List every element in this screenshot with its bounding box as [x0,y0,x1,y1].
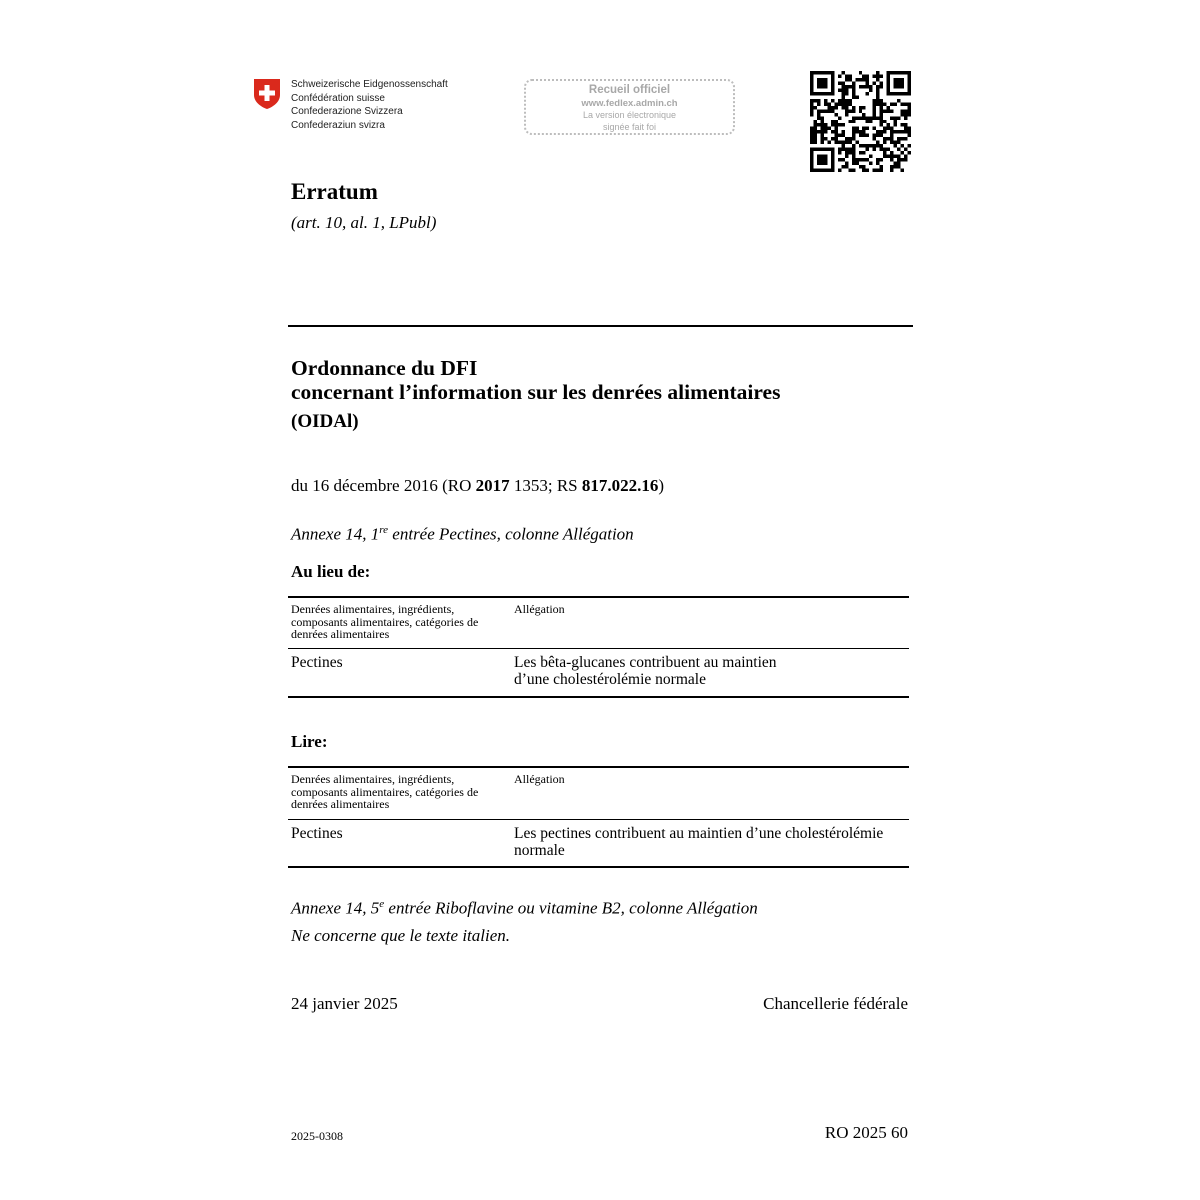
date-prefix: du 16 décembre 2016 (RO [291,476,476,495]
au-lieu-de-table [288,596,909,700]
annex5-prefix: Annexe 14, 5 [291,898,380,918]
swiss-flag-icon [253,78,281,110]
separator-rule [288,325,913,327]
table-cell-claim: Les bêta-glucanes contribuent au maintien d’une cholestérolémie normale [514,654,777,688]
table-header-rule [288,648,909,649]
table-header-col1: Denrées alimentaires, ingrédients, composants alimentaires, catégories de denrées alimentaires [291,772,479,811]
annex5-suffix: entrée Riboflavine ou vitamine B2, colonne Allégation [384,898,758,918]
table-cell-food: Pectines [291,825,343,842]
ordinance-title-line1: Ordonnance du DFI [291,356,478,380]
recueil-title: Recueil officiel [588,84,671,96]
annex1-prefix: Annexe 14, 1 [291,524,380,544]
annex1-sup: re [379,524,389,536]
annex-reference-1 [291,524,634,545]
au-lieu-de-label: Au lieu de: [291,562,371,581]
table-header-col2: Allégation [514,772,565,786]
table-cell-food: Pectines [291,654,343,671]
date-suffix: ) [658,476,665,495]
ordinance-title-line2: concernant l’information sur les denrées alimentaires [291,380,781,404]
confederation-line-de: Schweizerische Eidgenossenschaft [291,79,448,90]
ordinance-title [291,356,780,404]
rs-number: 817.022.16 [581,476,659,495]
confederation-line-fr: Confédération suisse [291,92,385,104]
qr-code-icon [810,71,911,172]
confederation-line-it: Confederazione Svizzera [291,106,403,117]
recueil-line3: La version électronique [582,110,677,120]
recueil-officiel-stamp [524,79,735,135]
lire-label: Lire: [291,732,328,751]
table-top-rule [288,596,909,598]
signature-authority: Chancellerie fédérale [763,994,908,1013]
annex5-sup: e [379,898,385,910]
table-cell-claim: Les pectines contribuent au maintien d’une cholestérolémie normale [514,825,884,859]
table-bottom-rule [288,866,909,868]
erratum-title: Erratum [291,179,378,204]
table-bottom-rule [288,696,909,698]
annex-reference-5 [291,898,758,919]
table-header-rule [288,819,909,820]
ro-page: 1353; RS [509,476,582,495]
recueil-line4: signée fait foi [602,121,657,132]
ordinance-abbrev: (OIDAl) [291,411,359,432]
document-number: 2025-0308 [291,1129,343,1143]
table-top-rule [288,766,909,768]
recueil-url: www.fedlex.admin.ch [581,98,678,109]
ro-reference: RO 2025 60 [824,1123,908,1142]
erratum-subtitle: (art. 10, al. 1, LPubl) [291,213,437,232]
annex5-note: Ne concerne que le texte italien. [291,926,511,945]
table-header-col1: Denrées alimentaires, ingrédients, composants alimentaires, catégories de denrées alimentaires [291,602,479,641]
confederation-names [291,78,448,132]
confederation-line-rm: Confederaziun svizra [291,119,385,131]
signature-date: 24 janvier 2025 [291,994,398,1013]
ro-year: 2017 [475,476,510,495]
ordinance-date-reference [291,476,664,496]
table-header-col2: Allégation [514,602,565,616]
annex1-suffix: entrée Pectines, colonne Allégation [388,524,634,544]
lire-table [288,766,909,870]
